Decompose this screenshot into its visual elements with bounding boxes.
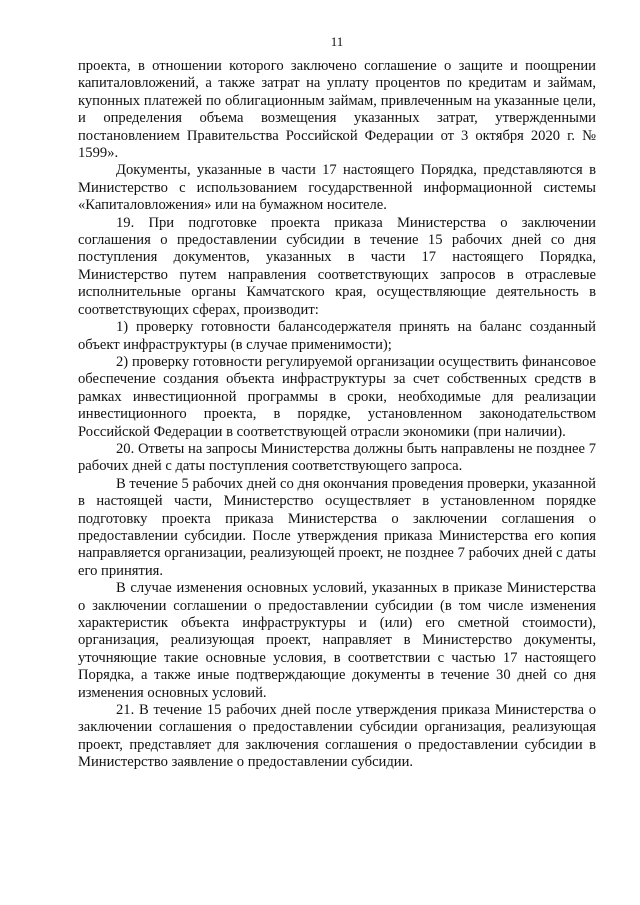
document-page	[78, 34, 596, 772]
paragraph-item-2: 2) проверку готовности регулируемой организации осуществить финансовое обеспечение создания объекта инфраструктуры за счет собственных средств в рамках инвестиционной программы в сроки, необходимые для реализации инвестиционного проекта, в порядке, установленном законодательством Российской Федерации в соответствующей отрасли экономики (при наличии).	[78, 353, 596, 440]
paragraph-item-1: 1) проверку готовности балансодержателя принять на баланс созданный объект инфраструктуры (в случае применимости);	[78, 319, 596, 353]
paragraph-continuation: проекта, в отношении которого заключено соглашение о защите и поощрении капиталовложений, а также затрат на уплату процентов по кредитам и займам, купонных платежей по облигационным займам, привлеченным на указанные цели, и определения объема возмещения указанных затрат, утвержденными постановлением Правительства Российской Федерации от 3 октября 2020 г. № 1599».	[78, 58, 596, 162]
paragraph-conditions-change: В случае изменения основных условий, указанных в приказе Министерства о заключении соглашении о предоставлении субсидии (в том числе изменения характеристик объекта инфраструктуры и (или) его сметной стоимости), организация, реализующая проект, направляет в Министерство документы, уточняющие такие основные условия, в соответствии с частью 17 настоящего Порядка, а также иные подтверждающие документы в течение 30 дней со дня изменения основных условий.	[78, 580, 596, 701]
page-number: 11	[330, 34, 344, 49]
paragraph-clause-20: 20. Ответы на запросы Министерства должны быть направлены не позднее 7 рабочих дней с даты поступления соответствующего запроса.	[78, 440, 596, 475]
paragraph-clause-19: 19. При подготовке проекта приказа Министерства о заключении соглашения о предоставлении субсидии в течение 15 рабочих дней со дня поступления документов, указанных в части 17 настоящего Порядка, Министерство путем направления соответствующих запросов в отраслевые исполнительные органы Камчатского края, осуществляющие деятельность в соответствующих сферах, производит:	[78, 214, 596, 318]
paragraph-documents-submission: Документы, указанные в части 17 настоящего Порядка, представляются в Министерство с использованием государственной информационной системы «Капиталовложения» или на бумажном носителе.	[78, 162, 596, 214]
paragraph-clause-21: 21. В течение 15 рабочих дней после утверждения приказа Министерства о заключении соглашения о предоставлении субсидии организация, реализующая проект, представляет для заключения соглашения о предоставлении субсидии в Министерство заявление о предоставлении субсидии.	[78, 702, 596, 771]
paragraph-five-days: В течение 5 рабочих дней со дня окончания проведения проверки, указанной в настоящей части, Министерство осуществляет в установленном порядке подготовку проекта приказа Министерства о заключении соглашения о предоставлении субсидии. После утверждения приказа Министерства его копия направляется организации, реализующей проект, не позднее 7 рабочих дней с даты его принятия.	[78, 475, 596, 579]
